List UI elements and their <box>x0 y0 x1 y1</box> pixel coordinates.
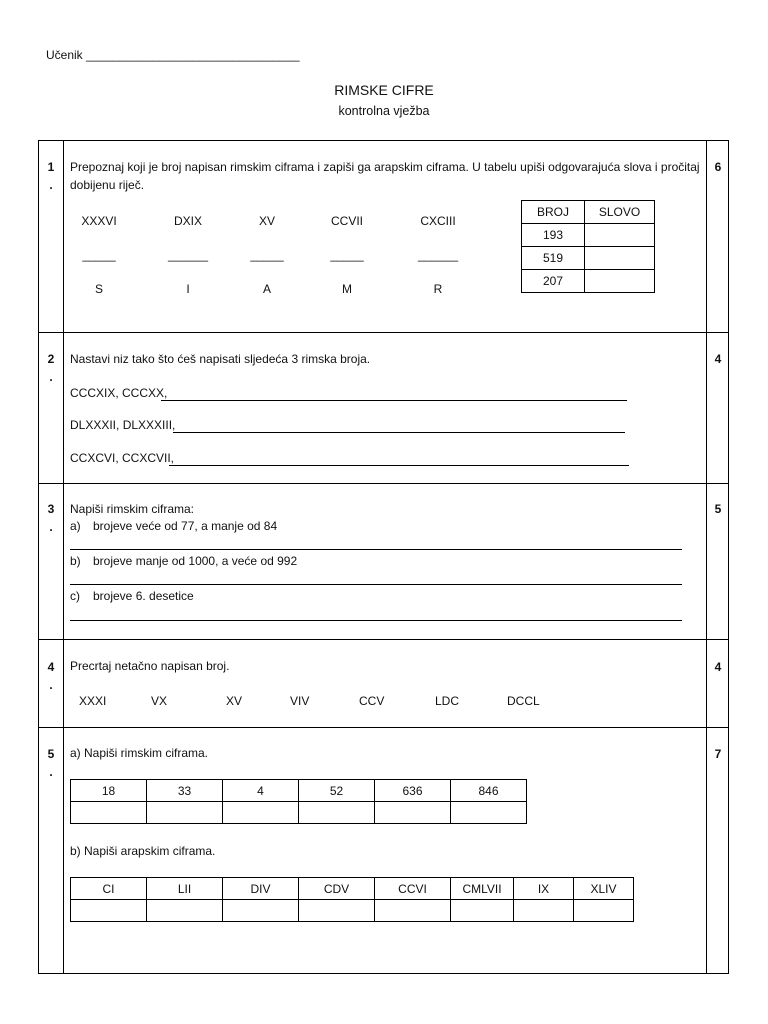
table-a-answer-cell[interactable] <box>451 802 527 824</box>
q1-answer-blank[interactable]: _____ <box>330 248 364 262</box>
q5-table-b <box>70 877 634 922</box>
exercise-frame <box>38 140 729 974</box>
q5-part-a-instruction: a) Napiši rimskim ciframa. <box>70 746 209 760</box>
q3-item-text: brojeve manje od 1000, a veće od 992 <box>93 554 298 568</box>
table-a-answer-cell[interactable] <box>147 802 223 824</box>
table-a-header: 18 <box>71 780 147 802</box>
table-a-answer-cell[interactable] <box>71 802 147 824</box>
table-cell-number: 193 <box>522 224 585 247</box>
table-cell-number: 207 <box>522 270 585 293</box>
q1-answer-blank[interactable]: ______ <box>167 248 209 262</box>
q1-letter: S <box>94 282 103 296</box>
worksheet-title: RIMSKE CIFRE <box>334 82 434 98</box>
table-b-answer-cell[interactable] <box>514 900 574 922</box>
question-number-4: 4 . <box>47 660 55 692</box>
table-cell-letter[interactable] <box>585 270 655 293</box>
table-a-header: 4 <box>223 780 299 802</box>
q3-item-label: c) <box>70 589 80 603</box>
q2-instruction: Nastavi niz tako što ćeš napisati sljedeća 3 rimska broja. <box>70 352 371 366</box>
table-b-answer-cell[interactable] <box>223 900 299 922</box>
points-q3: 5 <box>714 502 722 516</box>
worksheet-subtitle: kontrolna vježba <box>338 104 430 118</box>
table-a-header: 52 <box>299 780 375 802</box>
q4-number[interactable]: LDC <box>435 694 460 708</box>
table-b-header: IX <box>514 878 574 900</box>
table-cell-letter[interactable] <box>585 247 655 270</box>
q3-answer-line[interactable] <box>70 584 682 585</box>
q4-number[interactable]: VIV <box>290 694 310 708</box>
table-b-answer-cell[interactable] <box>71 900 147 922</box>
q1-letter: R <box>433 282 443 296</box>
q5-part-b-instruction: b) Napiši arapskim ciframa. <box>70 844 216 858</box>
table-b-answer-cell[interactable] <box>574 900 634 922</box>
q3-item-text: brojeve veće od 77, a manje od 84 <box>93 519 278 533</box>
q2-answer-line[interactable] <box>161 400 627 401</box>
q4-number[interactable]: CCV <box>359 694 385 708</box>
table-header-broj: BROJ <box>522 201 585 224</box>
q1-roman: CCVII <box>330 214 363 228</box>
table-cell-letter[interactable] <box>585 224 655 247</box>
q4-number[interactable]: XXXI <box>79 694 107 708</box>
q3-item-label: a) <box>70 519 81 533</box>
table-a-answer-cell[interactable] <box>375 802 451 824</box>
table-b-header: CMLVII <box>451 878 514 900</box>
table-a-header: 846 <box>451 780 527 802</box>
q1-answer-blank[interactable]: _____ <box>250 248 284 262</box>
q1-letter: A <box>262 282 271 296</box>
q1-letter: I <box>186 282 190 296</box>
points-q2: 4 <box>714 352 722 366</box>
q4-number[interactable]: VX <box>151 694 168 708</box>
q1-answer-table <box>521 200 655 293</box>
table-b-header: XLIV <box>574 878 634 900</box>
points-q5: 7 <box>714 747 722 761</box>
q1-roman: CXCIII <box>420 214 456 228</box>
table-b-header: LII <box>147 878 223 900</box>
q2-sequence: CCCXIX, CCCXX, <box>70 386 168 400</box>
table-b-header: CDV <box>299 878 375 900</box>
row-divider <box>39 727 728 728</box>
table-header-slovo: SLOVO <box>585 201 655 224</box>
q1-roman: XV <box>258 214 275 228</box>
question-number-5: 5 . <box>47 747 55 779</box>
points-q4: 4 <box>714 660 722 674</box>
table-b-answer-cell[interactable] <box>451 900 514 922</box>
q5-table-a <box>70 779 527 824</box>
q4-number[interactable]: XV <box>226 694 243 708</box>
q1-letter: M <box>342 282 352 296</box>
question-number-2: 2 . <box>47 352 55 384</box>
q4-instruction: Precrtaj netačno napisan broj. <box>70 659 230 673</box>
table-cell-number: 519 <box>522 247 585 270</box>
row-divider <box>39 639 728 640</box>
q1-roman: DXIX <box>173 214 202 228</box>
question-number-3: 3 . <box>47 502 55 534</box>
table-b-answer-cell[interactable] <box>375 900 451 922</box>
q2-answer-line[interactable] <box>173 432 625 433</box>
table-a-header: 636 <box>375 780 451 802</box>
q1-roman: XXXVI <box>81 214 117 228</box>
q1-answer-blank[interactable]: _____ <box>82 248 116 262</box>
table-a-answer-cell[interactable] <box>223 802 299 824</box>
student-name-line[interactable]: Učenik ________________________________ <box>46 48 300 62</box>
number-column-divider <box>63 141 64 973</box>
table-b-answer-cell[interactable] <box>147 900 223 922</box>
table-b-header: CCVI <box>375 878 451 900</box>
points-q1: 6 <box>714 160 722 174</box>
table-b-answer-cell[interactable] <box>299 900 375 922</box>
row-divider <box>39 332 728 333</box>
q4-number[interactable]: DCCL <box>507 694 540 708</box>
q1-answer-blank[interactable]: ______ <box>417 248 459 262</box>
q3-item-label: b) <box>70 554 81 568</box>
q3-answer-line[interactable] <box>70 549 682 550</box>
q2-answer-line[interactable] <box>169 465 629 466</box>
q2-sequence: DLXXXII, DLXXXIII, <box>70 418 176 432</box>
row-divider <box>39 483 728 484</box>
q3-instruction: Napiši rimskim ciframa: <box>70 502 195 516</box>
q1-instruction: Prepoznaj koji je broj napisan rimskim ciframa i zapiši ga arapskim ciframa. U tabelu upiši odgovarajuća slova i pročitaj dobijenu riječ. <box>70 160 700 192</box>
question-number-1: 1 . <box>47 160 55 192</box>
table-a-answer-cell[interactable] <box>299 802 375 824</box>
q3-item-text: brojeve 6. desetice <box>93 589 194 603</box>
table-b-header: DIV <box>223 878 299 900</box>
q3-answer-line[interactable] <box>70 620 682 621</box>
table-b-header: CI <box>71 878 147 900</box>
table-a-header: 33 <box>147 780 223 802</box>
q2-sequence: CCXCVI, CCXCVII, <box>70 451 175 465</box>
points-column-divider <box>706 141 707 973</box>
